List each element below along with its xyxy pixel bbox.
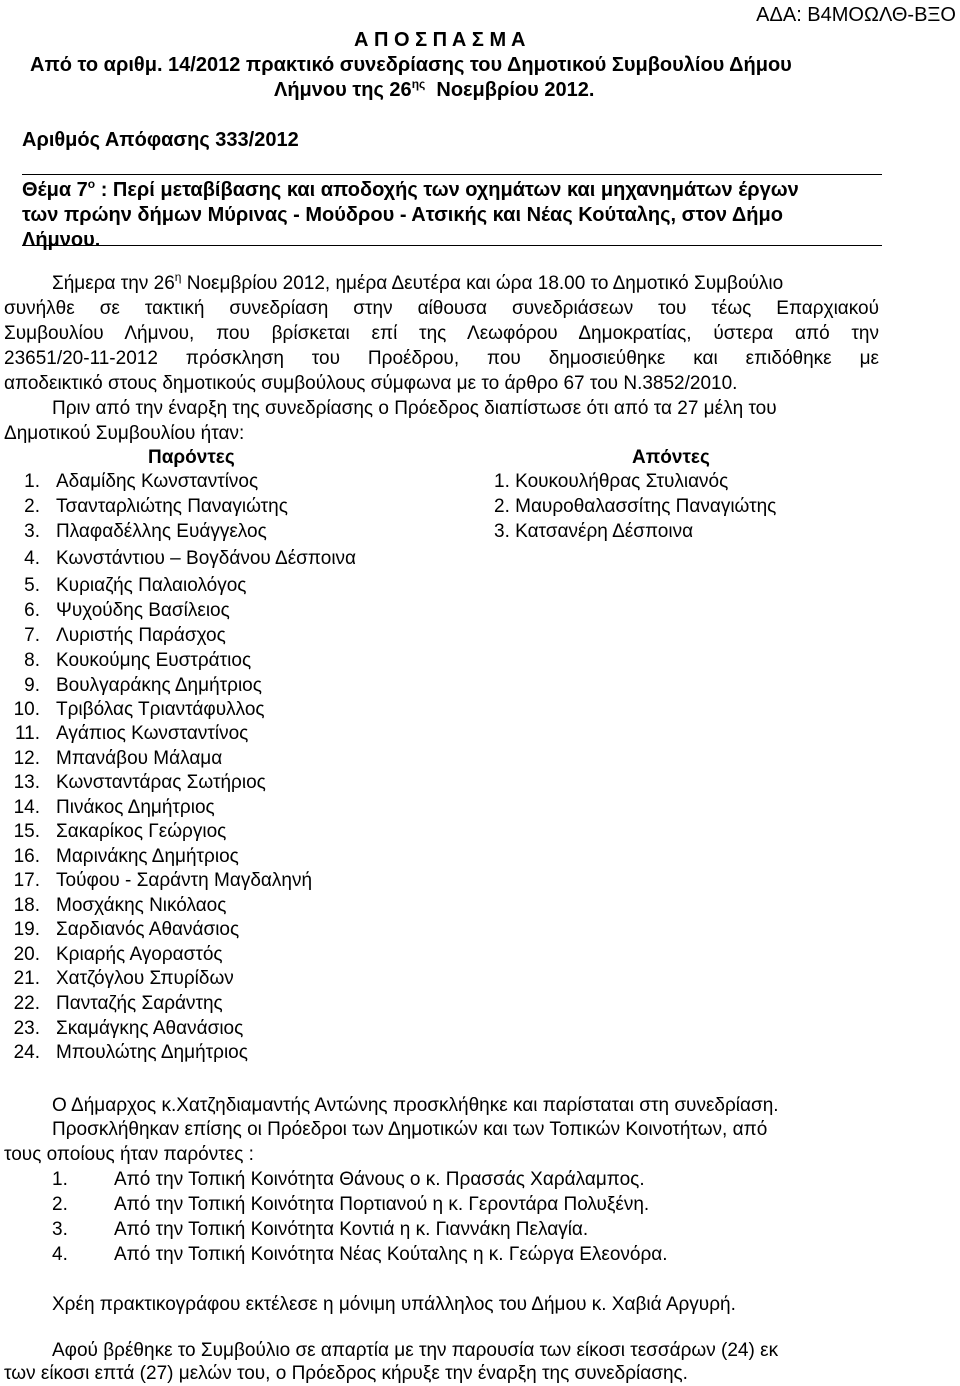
mayor-line: Ο Δήμαρχος κ.Χατζηδιαμαντής Αντώνης προσκλήθηκε και παρίσταται στη συνεδρίαση.: [52, 1095, 779, 1116]
ada-code: ΑΔΑ: Β4ΜΟΩΛΘ-ΒΞΟ: [756, 4, 956, 26]
present-member-name: Βουλγαράκης Δημήτριος: [56, 675, 262, 696]
quorum-line-1: Αφού βρέθηκε το Συμβούλιο σε απαρτία με την παρουσία των είκοσι τεσσάρων (24) εκ: [52, 1340, 779, 1361]
present-member-name: Κουκούμης Ευστράτιος: [56, 650, 252, 671]
intro-line-3: Συμβουλίου Λήμνου, που βρίσκεται επί της Λεωφόρου Δημοκρατίας, ύστερα από την: [4, 323, 879, 344]
present-member-number: 6.: [24, 600, 40, 621]
intro-line-1-start: Σήμερα την 26: [52, 273, 175, 294]
subject-line-2: των πρώην δήμων Μύρινας - Μούδρου - Ατσικής και Νέας Κούταλης, στον Δήμο: [22, 204, 783, 226]
present-member-name: Μοσχάκης Νικόλαος: [56, 895, 227, 916]
invited-line-1: Προσκλήθηκαν επίσης οι Πρόεδροι των Δημοτικών και των Τοπικών Κοινοτήτων, από: [52, 1119, 768, 1140]
subject-prefix: Θέμα 7: [22, 179, 88, 201]
invited-item-number: 1.: [52, 1169, 68, 1190]
present-member-name: Χατζόγλου Σπυρίδων: [56, 968, 234, 989]
present-member-number: 13.: [13, 772, 40, 793]
present-member-name: Αγάπιος Κωνσταντίνος: [56, 723, 249, 744]
intro-line-1-sup: η: [174, 270, 182, 284]
invited-item-number: 3.: [52, 1219, 68, 1240]
present-member-number: 17.: [13, 870, 40, 891]
present-member-number: 15.: [13, 821, 40, 842]
present-member-number: 1.: [24, 471, 40, 492]
present-member-name: Τούφου - Σαράντη Μαγδαληνή: [56, 870, 313, 891]
present-member-number: 8.: [24, 650, 40, 671]
intro-line-7: Δημοτικού Συμβουλίου ήταν:: [4, 423, 245, 444]
intro-line-4: 23651/20-11-2012 πρόσκληση του Προέδρου, που δημοσιεύθηκε και επιδόθηκε με: [4, 348, 879, 369]
present-member-name: Πανταζής Σαράντης: [56, 993, 223, 1014]
decision-number: Αριθμός Απόφασης 333/2012: [22, 129, 299, 151]
absent-member: 1. Κουκουλήθρας Στυλιανός: [494, 471, 729, 492]
present-member-name: Κωνσταντάρας Σωτήριος: [56, 772, 266, 793]
present-member-number: 12.: [13, 748, 40, 769]
header-line-2-start: Λήμνου της 26: [274, 79, 412, 101]
present-member-number: 5.: [24, 575, 40, 596]
intro-line-5: αποδεικτικό στους δημοτικούς συμβούλους σύμφωνα με το άρθρο 67 του Ν.3852/2010.: [4, 373, 738, 394]
invited-item-number: 2.: [52, 1194, 68, 1215]
present-member-number: 14.: [13, 797, 40, 818]
subject-line-1-rest: : Περί μεταβίβασης και αποδοχής των οχημάτων και μηχανημάτων έργων: [95, 179, 799, 201]
present-member-number: 3.: [24, 521, 40, 542]
absent-member: 2. Μαυροθαλασσίτης Παναγιώτης: [494, 496, 777, 517]
present-member-name: Μπανάβου Μάλαμα: [56, 748, 223, 769]
invited-item-number: 4.: [52, 1244, 68, 1265]
intro-line-1: [52, 272, 783, 296]
present-member-number: 20.: [13, 944, 40, 965]
secretary-line: Χρέη πρακτικογράφου εκτέλεσε η μόνιμη υπάλληλος του Δήμου κ. Χαβιά Αργυρή.: [52, 1294, 736, 1315]
present-member-name: Σαρδιανός Αθανάσιος: [56, 919, 240, 940]
present-member-name: Πλαφαδέλλης Ευάγγελος: [56, 521, 267, 542]
present-member-name: Ψυχούδης Βασίλειος: [56, 600, 230, 621]
present-member-name: Λυριστής Παράσχος: [56, 625, 226, 646]
present-member-name: Σακαρίκος Γεώργιος: [56, 821, 227, 842]
header-line-2-end: Νοεμβρίου 2012.: [436, 79, 595, 101]
invited-line-2: τους οποίους ήταν παρόντες :: [4, 1144, 254, 1165]
subject-bottom-rule: [22, 245, 882, 246]
present-member-name: Μπουλώτης Δημήτριος: [56, 1042, 248, 1063]
quorum-line-2: των είκοσι επτά (27) μελών του, ο Πρόεδρος κήρυξε την έναρξη της συνεδρίασης.: [4, 1363, 688, 1384]
header-line-2-sup: ης: [411, 77, 426, 91]
present-member-number: 23.: [13, 1018, 40, 1039]
absent-heading: Απόντες: [632, 447, 710, 468]
present-member-number: 24.: [13, 1042, 40, 1063]
present-member-number: 7.: [24, 625, 40, 646]
present-member-name: Κριαρής Αγοραστός: [56, 944, 223, 965]
present-member-name: Σκαμάγκης Αθανάσιος: [56, 1018, 244, 1039]
present-member-number: 9.: [24, 675, 40, 696]
document-title: Α Π Ο Σ Π Α Σ Μ Α: [354, 29, 526, 51]
present-member-name: Μαρινάκης Δημήτριος: [56, 846, 239, 867]
present-member-number: 4.: [24, 548, 40, 569]
present-member-number: 19.: [13, 919, 40, 940]
present-member-name: Πινάκος Δημήτριος: [56, 797, 215, 818]
present-member-number: 2.: [24, 496, 40, 517]
present-member-number: 18.: [13, 895, 40, 916]
subject-top-rule: [22, 174, 882, 175]
present-member-name: Κωνστάντιου – Βογδάνου Δέσποινα: [56, 548, 357, 569]
present-member-number: 22.: [13, 993, 40, 1014]
invited-item-text: Από την Τοπική Κοινότητα Νέας Κούταλης η κ. Γεώργα Ελεονόρα.: [114, 1244, 668, 1265]
intro-line-6: Πριν από την έναρξη της συνεδρίασης ο Πρόεδρος διαπίστωσε ότι από τα 27 μέλη του: [52, 398, 777, 419]
absent-member: 3. Κατσανέρη Δέσποινα: [494, 521, 694, 542]
present-member-number: 10.: [13, 699, 40, 720]
present-member-number: 21.: [13, 968, 40, 989]
header-line-1: Από το αριθμ. 14/2012 πρακτικό συνεδρίασης του Δημοτικού Συμβουλίου Δήμου: [30, 54, 792, 76]
present-member-name: Τσανταρλιώτης Παναγιώτης: [56, 496, 288, 517]
subject-line-3: Λήμνου.: [22, 229, 101, 251]
present-member-name: Αδαμίδης Κωνσταντίνος: [56, 471, 259, 492]
present-member-number: 11.: [14, 723, 40, 744]
present-member-number: 16.: [13, 846, 40, 867]
present-heading: Παρόντες: [148, 447, 235, 468]
invited-item-text: Από την Τοπική Κοινότητα Πορτιανού η κ. Γεροντάρα Πολυξένη.: [114, 1194, 650, 1215]
subject-line-1: [22, 178, 799, 202]
subject-sup: ο: [87, 177, 96, 191]
invited-item-text: Από την Τοπική Κοινότητα Κοντιά η κ. Γιαννάκη Πελαγία.: [114, 1219, 589, 1240]
present-member-name: Κυριαζής Παλαιολόγος: [56, 575, 247, 596]
header-line-2: [274, 78, 594, 102]
present-member-name: Τριβόλας Τριαντάφυλλος: [56, 699, 265, 720]
intro-line-1-end: Νοεμβρίου 2012, ημέρα Δευτέρα και ώρα 18.00 το Δημοτικό Συμβούλιο: [181, 273, 784, 294]
invited-item-text: Από την Τοπική Κοινότητα Θάνους ο κ. Πρασσάς Χαράλαμπος.: [114, 1169, 645, 1190]
intro-line-2: συνήλθε σε τακτική συνεδρίαση στην αίθουσα συνεδριάσεων του τέως Επαρχιακού: [4, 298, 879, 319]
